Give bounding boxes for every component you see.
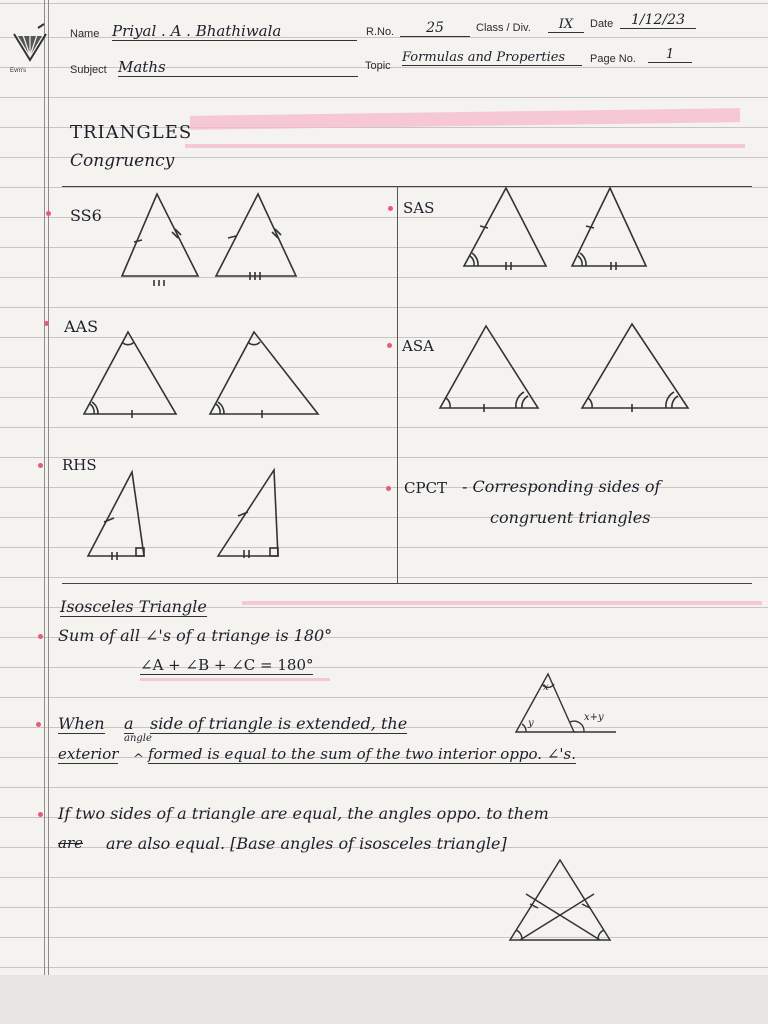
isosceles-highlight	[242, 601, 762, 605]
exterior-caret: ^	[133, 752, 144, 767]
subject-label: Subject	[70, 64, 107, 76]
equal-sides-line1: If two sides of a triangle are equal, the angles oppo. to them	[58, 804, 549, 823]
page-label: Page No.	[590, 53, 636, 65]
date-value: 1/12/23	[620, 12, 696, 29]
topic-value: Formulas and Properties	[402, 50, 582, 66]
bullet-sas	[388, 206, 393, 211]
bullet-sum	[38, 634, 43, 639]
exterior-line2-rest: formed is equal to the sum of the two interior oppo. ∠'s.	[148, 745, 576, 763]
grid-bottom-line	[62, 583, 752, 584]
margin-line-right	[48, 0, 49, 975]
grid-center-line	[397, 186, 398, 584]
logo-caption: Evm's	[10, 68, 27, 74]
angle-sum-equation: ∠A + ∠B + ∠C = 180°	[140, 656, 314, 674]
class-label: Class / Div.	[476, 22, 531, 34]
isosceles-heading: Isosceles Triangle	[60, 597, 207, 616]
equation-highlight	[140, 678, 330, 681]
rno-label: R.No.	[366, 26, 395, 38]
page-value: 1	[648, 47, 692, 63]
cpct-line2: congruent triangles	[490, 508, 651, 527]
fig-angle-y: y	[528, 718, 534, 729]
bullet-sss	[46, 211, 51, 216]
fig-angle-x: x	[543, 682, 549, 693]
aas-triangles-figure	[80, 324, 330, 424]
bullet-asa	[387, 343, 392, 348]
isosceles-triangle-figure	[504, 854, 616, 946]
sas-triangles-figure	[460, 182, 660, 272]
label-sss: SS6	[70, 206, 102, 225]
school-logo-icon	[8, 22, 52, 70]
sum-of-angles-line: Sum of all ∠'s of a triange is 180°	[58, 626, 333, 645]
subtitle-highlight	[185, 144, 745, 148]
sss-triangles-figure	[110, 188, 310, 288]
margin-line-left	[44, 0, 45, 975]
label-sas: SAS	[403, 199, 435, 217]
date-label: Date	[590, 18, 614, 30]
label-rhs: RHS	[62, 456, 97, 474]
name-label: Name	[70, 28, 100, 40]
bullet-aas	[44, 321, 49, 326]
label-cpct: CPCT	[404, 479, 448, 497]
exterior-line1-when: When	[58, 714, 105, 733]
fig-angle-sum: x+y	[584, 712, 604, 723]
bullet-cpct	[386, 486, 391, 491]
rhs-triangles-figure	[84, 466, 294, 560]
title-highlight	[190, 108, 740, 130]
subtitle-congruency: Congruency	[70, 151, 175, 171]
cpct-line1: - Corresponding sides of	[462, 477, 661, 496]
bullet-rhs	[38, 463, 43, 468]
class-value: IX	[548, 17, 584, 33]
label-asa: ASA	[402, 337, 434, 355]
topic-label: Topic	[365, 60, 391, 72]
name-value: Priyal . A . Bhathiwala	[112, 22, 357, 41]
exterior-insert-angle: angle	[124, 733, 152, 744]
exterior-line1-a: a	[124, 714, 134, 733]
label-aas: AAS	[64, 317, 99, 336]
asa-triangles-figure	[436, 320, 696, 414]
subject-value: Maths	[118, 58, 358, 77]
exterior-line2-start: exterior	[58, 745, 119, 763]
bullet-exterior	[36, 722, 41, 727]
equal-sides-struck-word: are	[58, 834, 83, 852]
equal-sides-line2: are also equal. [Base angles of isosceles triangle]	[106, 834, 507, 853]
bullet-equal-sides	[38, 812, 43, 817]
exterior-line1-rest: side of triangle is extended, the	[150, 714, 408, 733]
page-title: TRIANGLES	[70, 122, 193, 143]
rno-value: 25	[400, 20, 470, 37]
